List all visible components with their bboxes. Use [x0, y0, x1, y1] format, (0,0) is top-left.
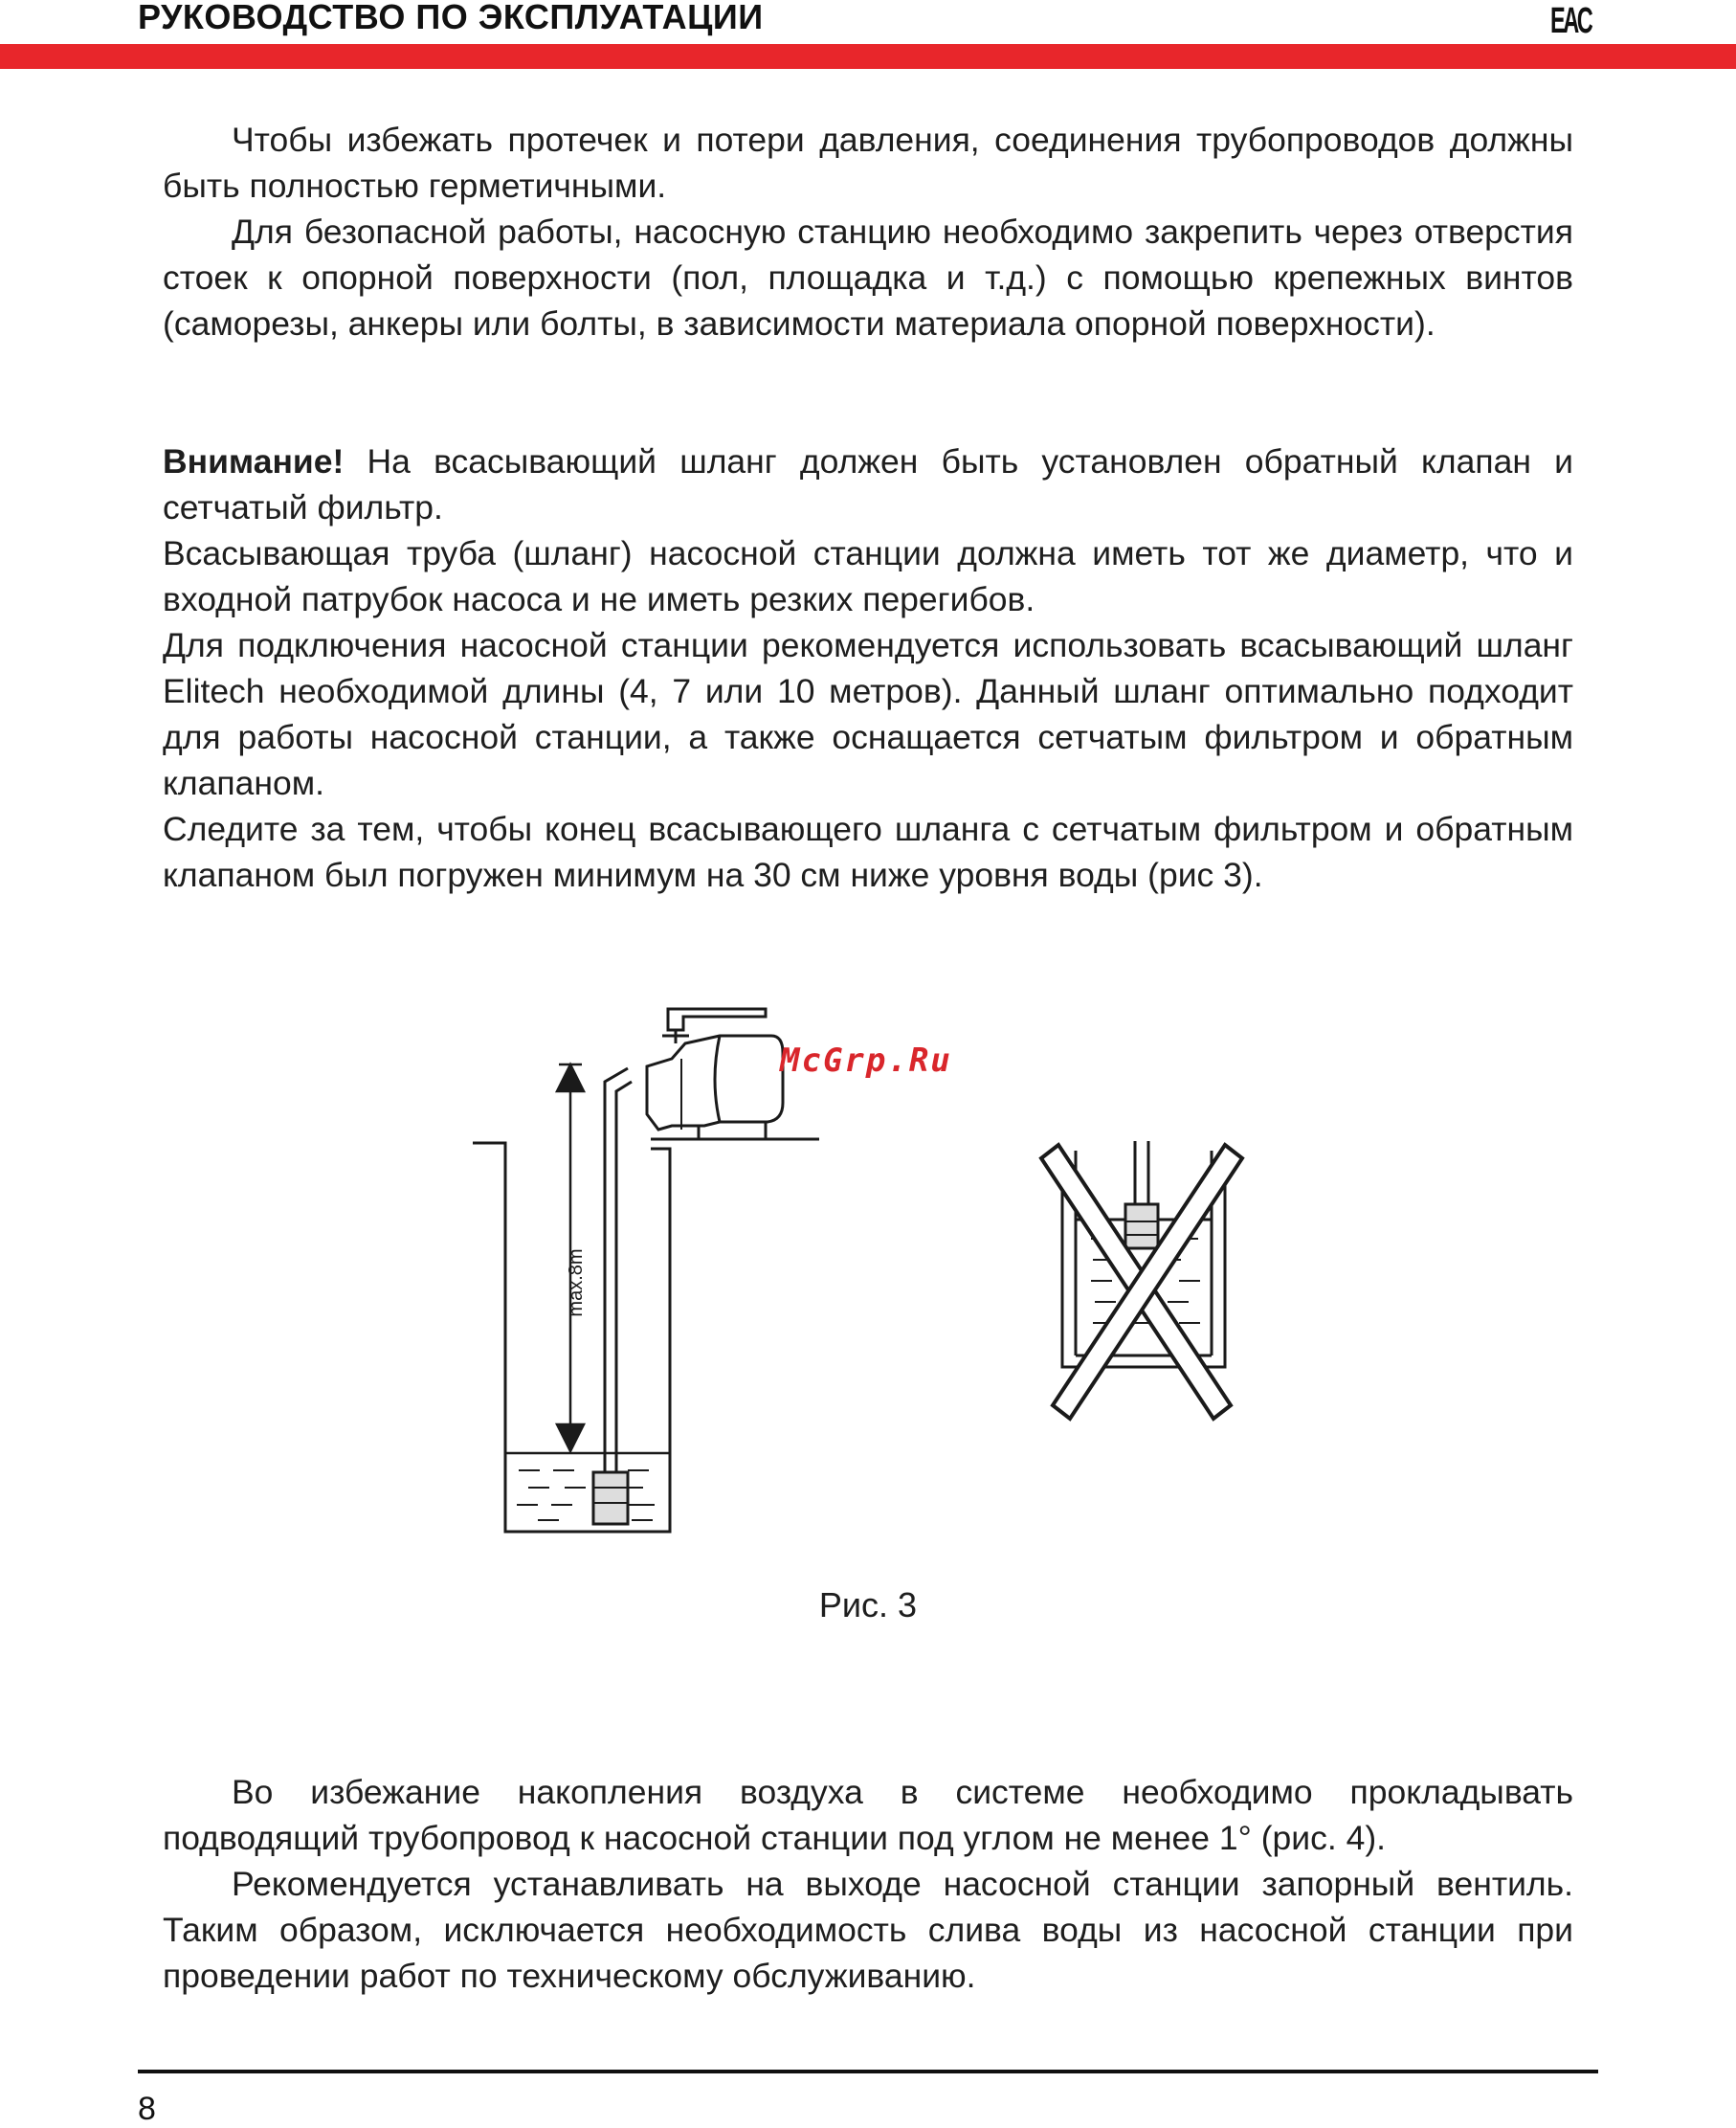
- paragraph-diameter: Всасывающая труба (шланг) насосной станции должна иметь тот же диаметр, что и входной патрубок насоса и не иметь резких перегибов.: [163, 534, 1573, 618]
- text-block-air: [163, 1769, 1573, 1999]
- paragraph-sealing: Чтобы избежать протечек и потери давления, соединения трубопроводов должны быть полностью герметичными.: [163, 121, 1573, 205]
- paragraph-immersion: Следите за тем, чтобы конец всасывающего шланга с сетчатым фильтром и обратным клапаном был погружен минимум на 30 см ниже уровня воды (рис 3).: [163, 810, 1573, 894]
- eac-logo: EAC: [1550, 1, 1591, 41]
- header-title: РУКОВОДСТВО ПО ЭКСПЛУАТАЦИИ: [138, 0, 764, 36]
- well-water-dashes: [517, 1470, 655, 1520]
- paragraph-air: Во избежание накопления воздуха в системе необходимо прокладывать подводящий трубопровод к насосной станции под углом не менее 1° (рис. 4).: [163, 1773, 1573, 1857]
- paragraph-valve: Рекомендуется устанавливать на выходе насосной станции запорный вентиль. Таким образом, исключается необходимость слива воды из насосной станции при проведении работ по техническому обслуживанию.: [163, 1865, 1573, 1995]
- figure-caption: Рис. 3: [818, 1585, 918, 1624]
- floating-valve: [1125, 1204, 1158, 1248]
- text-block-sealing: [163, 117, 1573, 347]
- header-red-band: [0, 44, 1736, 69]
- warning-text: На всасывающий шланг должен быть установлен обратный клапан и сетчатый фильтр.: [163, 442, 1573, 526]
- watermark: McGrp.Ru: [780, 1042, 952, 1080]
- well-diagram: [473, 1009, 819, 1532]
- paragraph-hose: Для подключения насосной станции рекомендуется использовать всасывающий шланг Elitech необходимой длины (4, 7 или 10 метров). Данный шланг оптимально подходит для работы насосной станции, а также оснащается сетчатым фильтром и обратным клапаном.: [163, 626, 1573, 802]
- warning-label: Внимание!: [163, 442, 345, 481]
- text-block-suction: [163, 438, 1573, 898]
- page-number: 8: [138, 2091, 156, 2127]
- paragraph-mounting: Для безопасной работы, насосную станцию необходимо закрепить через отверстия стоек к опорной поверхности (пол, площадка и т.д.) с помощью крепежных винтов (саморезы, анкеры или болты, в зависимости материала опорной поверхности).: [163, 213, 1573, 343]
- depth-label: max.8m: [566, 1248, 587, 1317]
- wrong-installation-diagram: [1041, 1141, 1242, 1419]
- paragraph-warning: [163, 438, 1573, 530]
- pump-station: [647, 1009, 783, 1139]
- footer-rule: [138, 2070, 1598, 2073]
- foot-valve-filter: [593, 1472, 628, 1524]
